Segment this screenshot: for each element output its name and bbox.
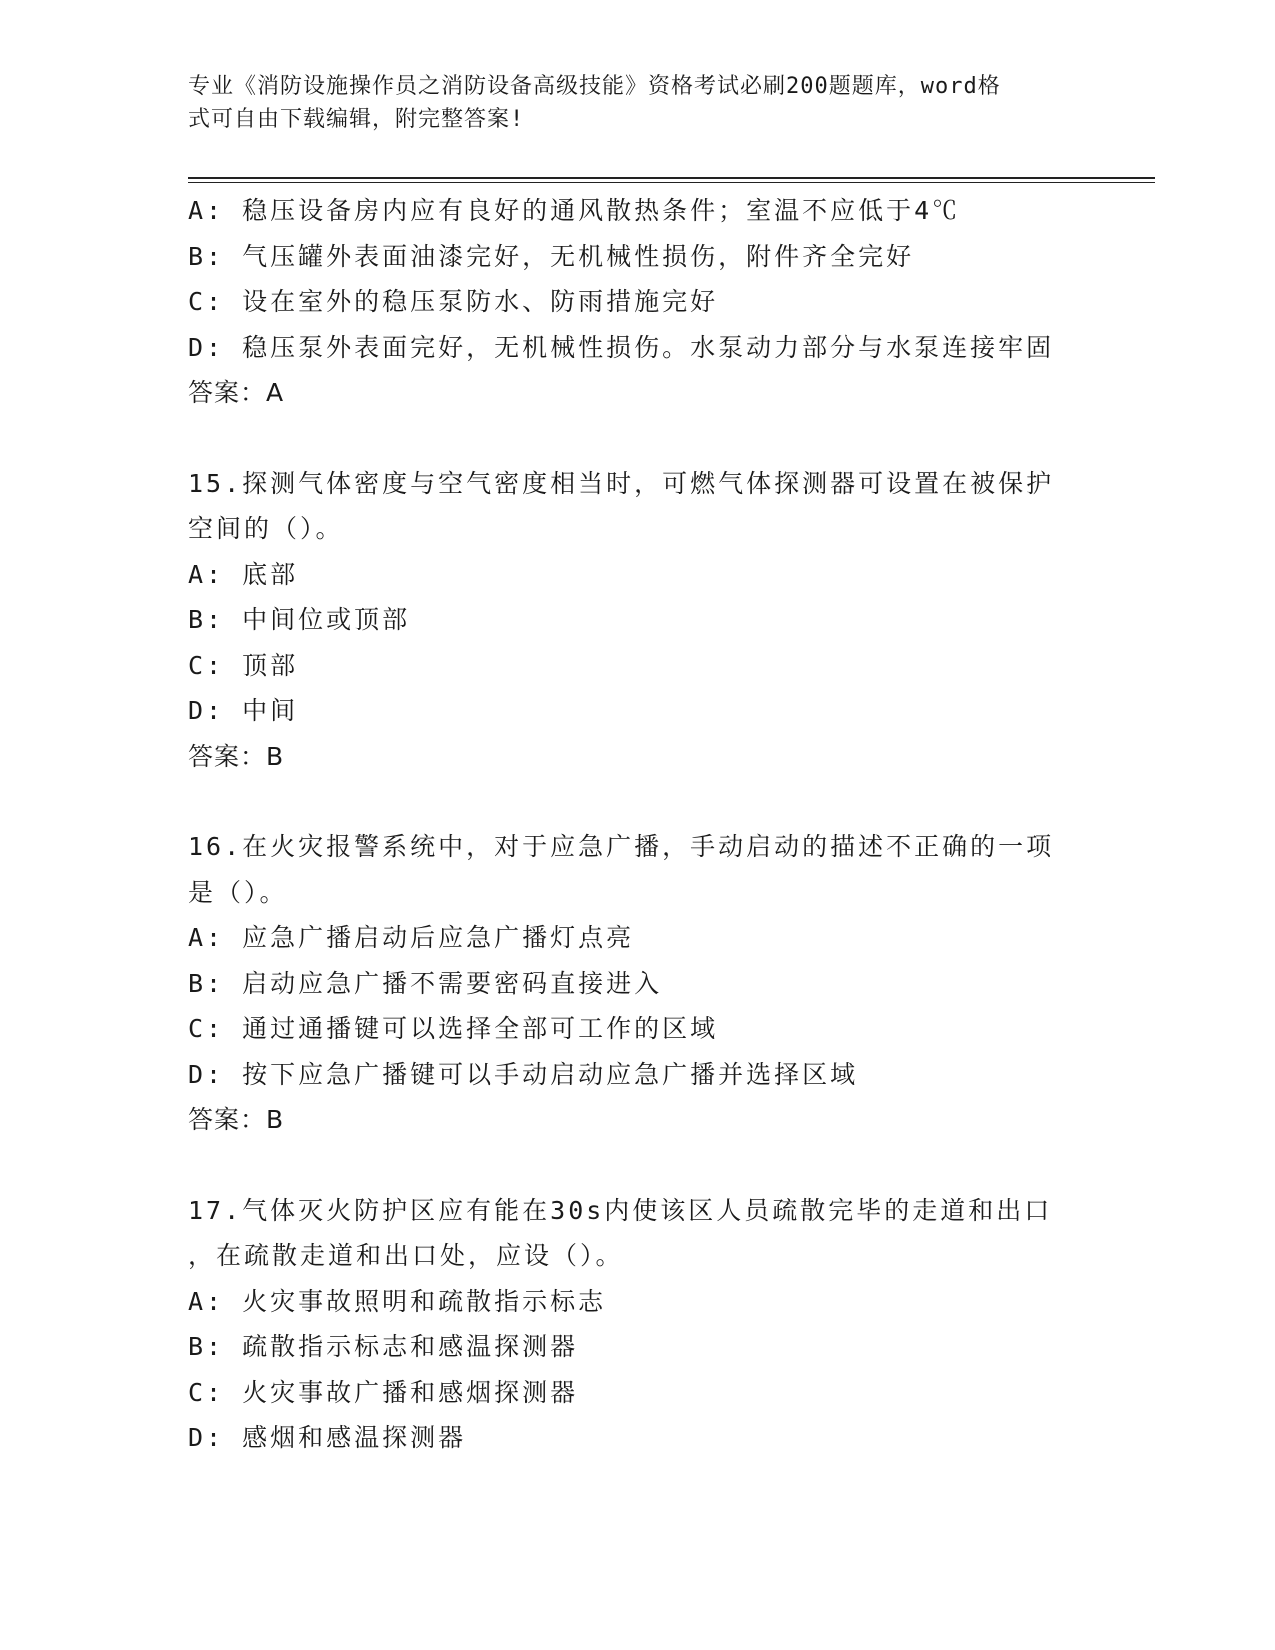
question-stem: 15.探测气体密度与空气密度相当时，可燃气体探测器可设置在被保护 — [188, 468, 1055, 498]
option-a: A: 应急广播启动后应急广播灯点亮 — [188, 923, 635, 952]
option-d: D: 感烟和感温探测器 — [188, 1423, 467, 1452]
option-c: C: 通过通播键可以选择全部可工作的区域 — [188, 1014, 719, 1043]
question-16 — [188, 824, 1088, 1143]
option-b: B: 气压罐外表面油漆完好，无机械性损伤，附件齐全完好 — [188, 241, 915, 271]
question-stem-continued: ，在疏散走道和出口处，应设（）。 — [188, 1241, 624, 1270]
option-c: C: 设在室外的稳压泵防水、防雨措施完好 — [188, 287, 719, 316]
header-line-1: 专业《消防设施操作员之消防设备高级技能》资格考试必刷200题题库，word格 — [188, 74, 1001, 99]
option-b: B: 疏散指示标志和感温探测器 — [188, 1332, 579, 1361]
spacer — [188, 779, 1088, 824]
option-a: A: 底部 — [188, 559, 299, 589]
answer: 答案：B — [188, 741, 285, 771]
question-15 — [188, 461, 1088, 780]
option-c: C: 顶部 — [188, 650, 299, 680]
header-line-2: 式可自由下载编辑，附完整答案! — [188, 107, 525, 132]
header-divider — [188, 177, 1155, 183]
option-d: D: 中间 — [188, 696, 299, 725]
answer: 答案：A — [188, 378, 285, 407]
option-a: A: 火灾事故照明和疏散指示标志 — [188, 1286, 607, 1316]
document-header — [188, 70, 1068, 136]
option-d: D: 按下应急广播键可以手动启动应急广播并选择区域 — [188, 1059, 859, 1089]
question-stem: 17.气体灭火防护区应有能在30s内使该区人员疏散完毕的走道和出口 — [188, 1195, 1053, 1225]
question-stem: 16.在火灾报警系统中，对于应急广播，手动启动的描述不正确的一项 — [188, 832, 1055, 861]
option-d: D: 稳压泵外表面完好，无机械性损伤。水泵动力部分与水泵连接牢固 — [188, 332, 1055, 362]
option-c: C: 火灾事故广播和感烟探测器 — [188, 1377, 579, 1407]
answer: 答案：B — [188, 1105, 285, 1134]
question-17 — [188, 1188, 1088, 1461]
question-stem-continued: 是（）。 — [188, 877, 288, 907]
option-b: B: 中间位或顶部 — [188, 605, 411, 634]
question-14-continued — [188, 188, 1088, 416]
spacer — [188, 416, 1088, 461]
spacer — [188, 1143, 1088, 1188]
option-b: B: 启动应急广播不需要密码直接进入 — [188, 968, 663, 998]
question-list — [188, 188, 1088, 1461]
question-stem-continued: 空间的（）。 — [188, 514, 344, 543]
option-a: A: 稳压设备房内应有良好的通风散热条件；室温不应低于4℃ — [188, 196, 961, 225]
